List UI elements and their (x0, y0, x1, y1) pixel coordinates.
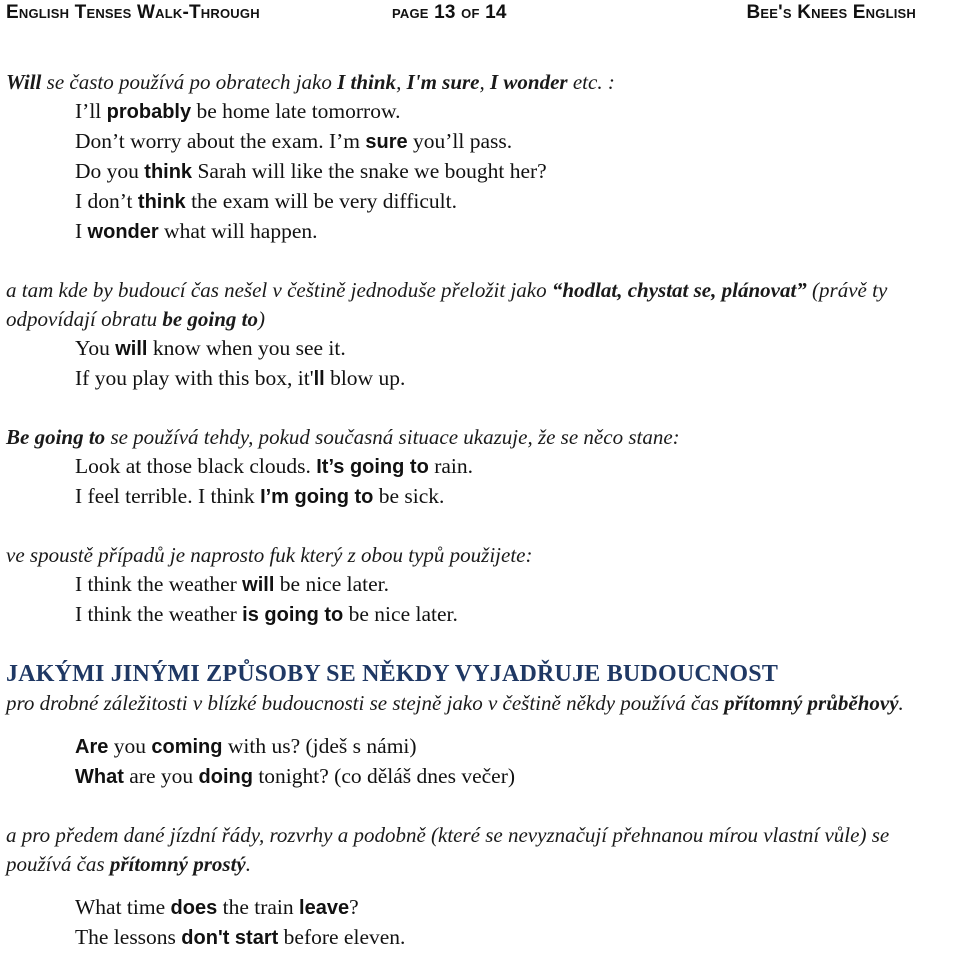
example-sentence (75, 97, 956, 127)
header-title: English Tenses Walk-Through (6, 2, 260, 23)
text-run: The lessons (75, 925, 182, 949)
text-run: (právě ty (806, 278, 888, 302)
text-run: what will happen. (158, 219, 318, 243)
text-run: rain. (428, 454, 473, 478)
example-sentence (75, 923, 956, 953)
example-list (6, 452, 956, 512)
text-run: se často používá po obratech jako (41, 70, 338, 94)
text-run: ve spoustě případů je naprosto fuk který z obou typů použijete: (6, 543, 533, 567)
emphasis-text: Be going to (6, 425, 106, 449)
text-run: . (245, 852, 252, 876)
section-intro (6, 423, 956, 452)
section-present-simple (6, 821, 956, 953)
emphasis-text: don't start (181, 927, 279, 949)
text-run: , (479, 70, 490, 94)
emphasis-text: I think (337, 70, 397, 94)
emphasis-text: “hodlat, chystat se, plánovat” (551, 278, 807, 302)
text-run: You (75, 336, 116, 360)
example-sentence (75, 762, 956, 792)
text-run: Do you (75, 159, 145, 183)
text-run: I think the weather (75, 572, 243, 596)
emphasis-text: I wonder (490, 70, 568, 94)
section-intro-line-1 (6, 276, 956, 305)
section-intro (6, 821, 956, 879)
example-sentence (75, 570, 956, 600)
text-run: know when you see it. (147, 336, 346, 360)
example-list (6, 334, 956, 394)
emphasis-text: think (144, 161, 193, 183)
page-header (6, 2, 916, 28)
example-list (6, 732, 956, 792)
text-run: odpovídají obratu (6, 307, 163, 331)
text-run: the train (217, 895, 300, 919)
text-run: . (898, 691, 904, 715)
example-list (6, 570, 956, 630)
emphasis-text: doing (198, 766, 253, 788)
emphasis-text: is going to (242, 604, 344, 626)
text-run: ) (258, 307, 266, 331)
emphasis-text: leave (299, 897, 350, 919)
emphasis-text: I'm sure (406, 70, 480, 94)
text-run: be sick. (373, 484, 445, 508)
emphasis-text: Will (6, 70, 42, 94)
header-publisher: Bee's Knees English (746, 2, 916, 23)
text-run: , (396, 70, 407, 94)
section-either-form (6, 541, 956, 630)
text-run: etc. : (567, 70, 615, 94)
text-run: What time (75, 895, 171, 919)
text-run: pro drobné záležitosti v blízké budoucnosti se stejně jako v češtině někdy používá čas (6, 691, 725, 715)
text-run: I’ll (75, 99, 107, 123)
section-will-after-phrases (6, 68, 956, 247)
text-run: before eleven. (278, 925, 406, 949)
text-run: a tam kde by budoucí čas nešel v češtině jednoduše přeložit jako (6, 278, 552, 302)
text-run: tonight? (co děláš dnes večer) (252, 764, 516, 788)
text-run: ? (349, 895, 359, 919)
emphasis-text: přítomný prostý (109, 852, 246, 876)
section-intro (6, 68, 956, 97)
emphasis-text: wonder (87, 221, 159, 243)
emphasis-text: coming (151, 736, 223, 758)
text-run: Don’t worry about the exam. I’m (75, 129, 366, 153)
example-list (6, 97, 956, 247)
example-sentence (75, 364, 956, 394)
emphasis-text: think (137, 191, 186, 213)
emphasis-text: be going to (162, 307, 259, 331)
example-sentence (75, 217, 956, 247)
text-run: be nice later. (343, 602, 458, 626)
example-sentence (75, 127, 956, 157)
section-will-translation (6, 276, 956, 394)
example-sentence (75, 187, 956, 217)
section-intro (6, 541, 956, 570)
text-run: a pro předem dané jízdní řády, rozvrhy a podobně (které se nevyznačují přehnanou mírou vlastní vůle) se používá čas (6, 823, 890, 876)
text-run: If you play with this box, it' (75, 366, 314, 390)
example-sentence (75, 452, 956, 482)
example-list (6, 893, 956, 953)
text-run: you’ll pass. (407, 129, 513, 153)
emphasis-text: Are (75, 736, 109, 758)
emphasis-text: přítomný průběhový (724, 691, 899, 715)
emphasis-text: ll (313, 368, 325, 390)
emphasis-text: sure (365, 131, 408, 153)
text-run: I don’t (75, 189, 138, 213)
example-sentence (75, 600, 956, 630)
text-run: Look at those black clouds. (75, 454, 317, 478)
example-sentence (75, 893, 956, 923)
example-sentence (75, 157, 956, 187)
section-intro-line-2 (6, 305, 956, 334)
text-run: the exam will be very difficult. (185, 189, 457, 213)
example-sentence (75, 334, 956, 364)
text-run: with us? (jdeš s námi) (222, 734, 417, 758)
section-present-continuous (6, 689, 956, 792)
text-run: you (108, 734, 152, 758)
example-sentence (75, 732, 956, 762)
emphasis-text: It’s going to (316, 456, 429, 478)
text-run: are you (123, 764, 199, 788)
text-run: be home late tomorrow. (191, 99, 401, 123)
section-be-going-to (6, 423, 956, 512)
text-run: I feel terrible. I think (75, 484, 261, 508)
emphasis-text: will (242, 574, 275, 596)
emphasis-text: will (115, 338, 148, 360)
text-run: I think the weather (75, 602, 243, 626)
text-run: Sarah will like the snake we bought her? (192, 159, 547, 183)
example-sentence (75, 482, 956, 512)
header-page-number: page 13 of 14 (392, 2, 507, 23)
emphasis-text: does (170, 897, 218, 919)
section-intro (6, 689, 956, 718)
emphasis-text: What (75, 766, 124, 788)
text-run: se používá tehdy, pokud současná situace ukazuje, že se něco stane: (105, 425, 680, 449)
section-heading: JAKÝMI JINÝMI ZPŮSOBY SE NĚKDY VYJADŘUJE BUDOUCNOST (6, 661, 779, 687)
emphasis-text: I’m going to (260, 486, 374, 508)
text-run: be nice later. (274, 572, 390, 596)
page-content (6, 68, 956, 953)
text-run: I (75, 219, 88, 243)
emphasis-text: probably (106, 101, 192, 123)
text-run: blow up. (324, 366, 406, 390)
